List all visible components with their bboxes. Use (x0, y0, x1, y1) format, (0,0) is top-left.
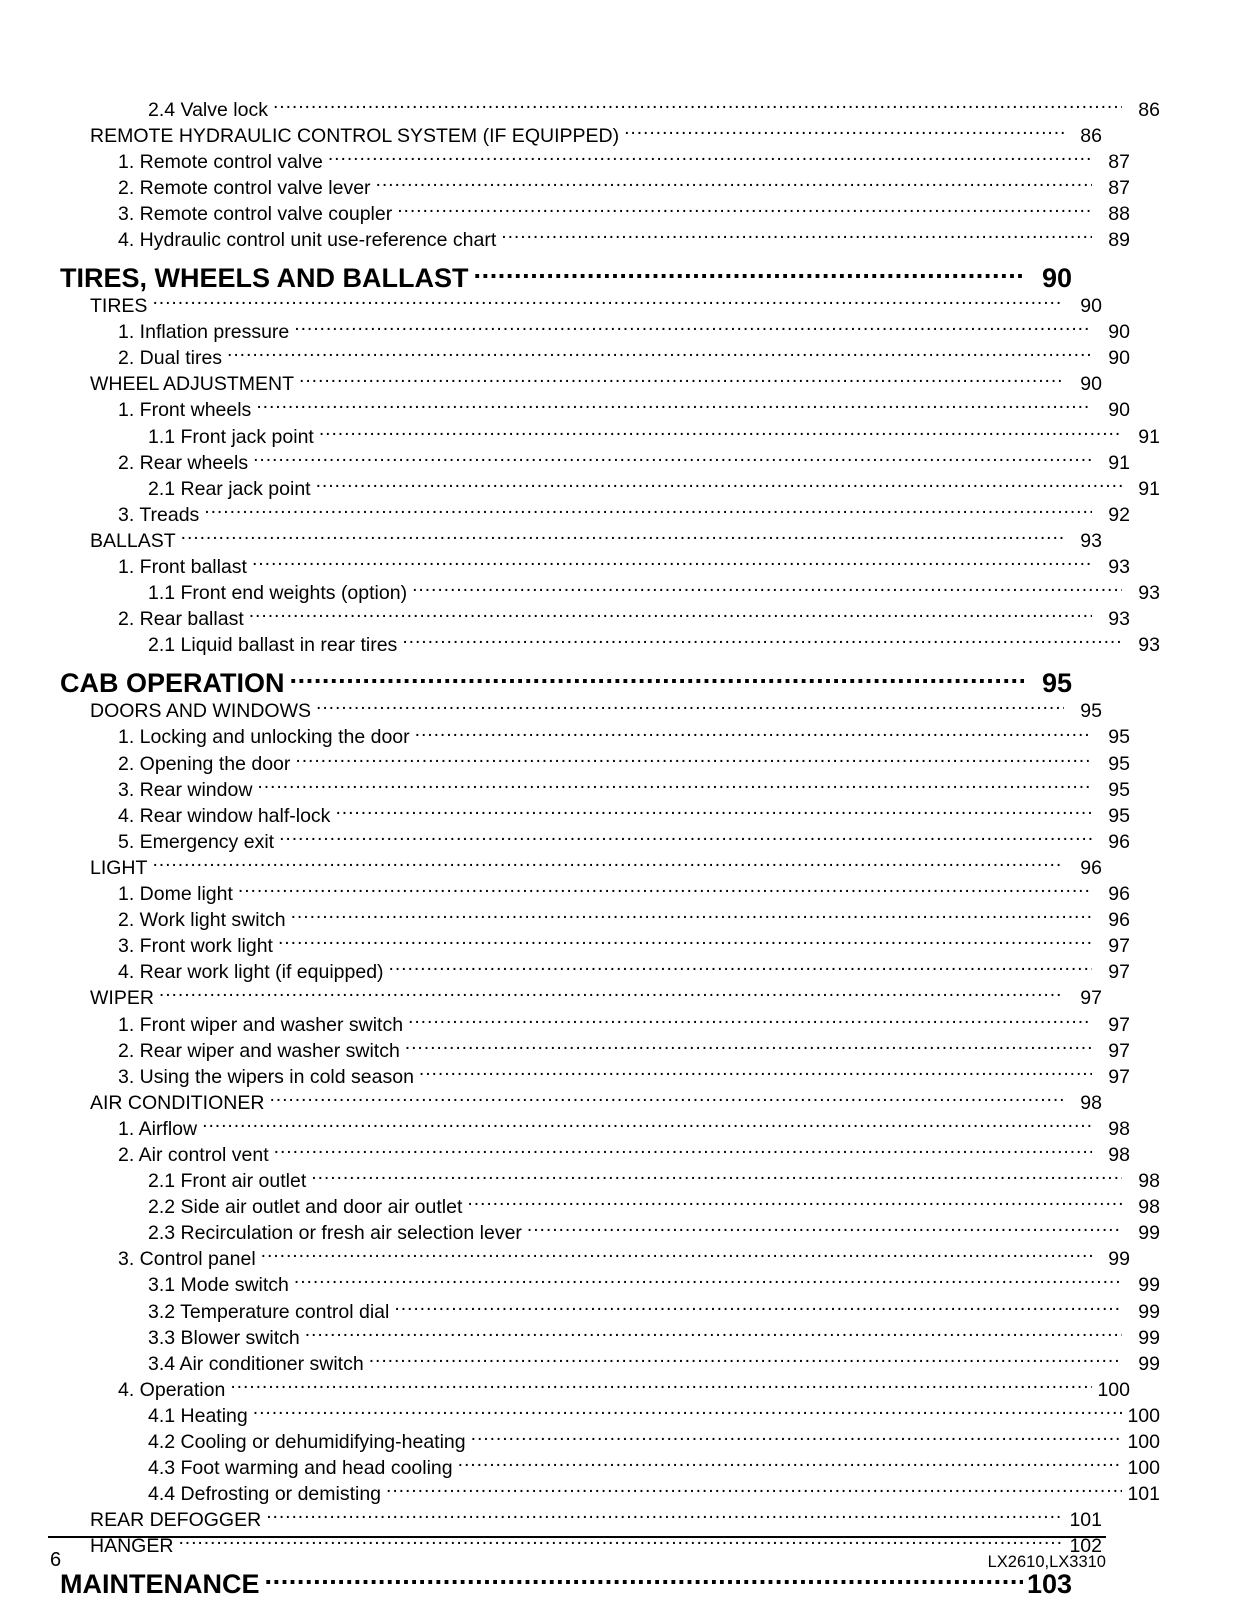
toc-entry-page-number: 101 (1069, 1509, 1102, 1532)
toc-entry-page-number: 97 (1108, 1013, 1130, 1036)
toc-entry[interactable] (118, 501, 1130, 527)
toc-entry[interactable] (90, 985, 1102, 1011)
toc-dot-leader (294, 319, 1092, 339)
toc-entry-page-number: 99 (1138, 1352, 1160, 1375)
toc-entry-page-number: 88 (1108, 202, 1130, 225)
toc-entry-page-number: 91 (1138, 425, 1160, 448)
toc-entry[interactable] (148, 580, 1160, 606)
toc-entry-page-number: 100 (1127, 1457, 1160, 1480)
toc-entry[interactable] (118, 449, 1130, 475)
toc-entry-page-number: 93 (1108, 556, 1130, 578)
toc-dot-leader (253, 1402, 1122, 1422)
toc-dot-leader (181, 527, 1064, 547)
toc-entry-title: 5. Emergency exit (118, 830, 275, 853)
toc-entry-page-number: 90 (1080, 295, 1102, 318)
toc-entry[interactable] (118, 148, 1130, 174)
toc-entry[interactable] (118, 802, 1130, 828)
toc-entry-title: 1. Locking and unlocking the door (118, 726, 410, 749)
toc-entry[interactable] (118, 1115, 1130, 1141)
toc-entry-title: 2.1 Liquid ballast in rear tires (148, 634, 398, 657)
toc-entry-title: MAINTENANCE (60, 1568, 260, 1599)
toc-dot-leader (394, 1298, 1122, 1318)
toc-entry[interactable] (148, 96, 1160, 122)
toc-dot-leader (501, 226, 1092, 246)
toc-entry-page-number: 101 (1127, 1483, 1160, 1506)
toc-entry[interactable] (90, 371, 1102, 397)
toc-entry[interactable] (90, 527, 1102, 553)
toc-dot-leader (527, 1220, 1122, 1240)
toc-entry[interactable] (148, 1455, 1160, 1481)
toc-entry-title: REAR DEFOGGER (90, 1509, 262, 1532)
toc-entry-title: 2.4 Valve lock (148, 98, 268, 121)
toc-entry[interactable] (118, 750, 1130, 776)
toc-entry-title: 1. Airflow (118, 1117, 198, 1140)
toc-entry-page-number: 92 (1108, 503, 1130, 526)
toc-entry-page-number: 98 (1138, 1170, 1160, 1193)
toc-entry-page-number: 100 (1097, 1378, 1130, 1401)
toc-entry-title: 3. Front work light (118, 935, 273, 958)
toc-entry[interactable] (118, 1063, 1130, 1089)
toc-entry-title: REMOTE HYDRAULIC CONTROL SYSTEM (IF EQUIPPED) (90, 124, 620, 147)
toc-dot-leader (311, 1168, 1122, 1188)
toc-entry-page-number: 97 (1108, 1039, 1130, 1062)
toc-entry-page-number: 90 (1108, 399, 1130, 422)
toc-entry[interactable] (148, 1350, 1160, 1376)
toc-dot-leader (624, 122, 1064, 142)
toc-dot-leader (265, 1566, 1023, 1593)
toc-entry[interactable] (90, 698, 1102, 724)
toc-entry[interactable] (118, 200, 1130, 226)
toc-entry[interactable] (118, 345, 1130, 371)
toc-entry-title: 4.1 Heating (148, 1404, 248, 1427)
toc-dot-leader (249, 606, 1092, 626)
toc-entry-page-number: 86 (1138, 98, 1160, 121)
toc-entry-page-number: 91 (1138, 477, 1160, 500)
toc-dot-leader (278, 933, 1092, 953)
toc-entry-title: 1. Inflation pressure (118, 321, 290, 344)
toc-entry-title: 4.4 Defrosting or demisting (148, 1483, 382, 1506)
toc-dot-leader (238, 881, 1092, 901)
toc-dot-leader (316, 475, 1122, 495)
toc-entry[interactable] (118, 1141, 1130, 1167)
toc-entry-title: HANGER (90, 1535, 174, 1558)
toc-entry-title: 2.2 Side air outlet and door air outlet (148, 1196, 463, 1219)
toc-entry-title: 3.2 Temperature control dial (148, 1300, 390, 1323)
toc-entry-title: 1. Front wheels (118, 399, 252, 422)
toc-dot-leader (294, 1272, 1122, 1292)
toc-entry-page-number: 96 (1080, 856, 1102, 879)
toc-entry-title: 1. Front ballast (118, 556, 247, 578)
toc-dot-leader (474, 260, 1025, 287)
toc-entry-page-number: 99 (1138, 1274, 1160, 1297)
toc-entry-title: DOORS AND WINDOWS (90, 700, 312, 723)
toc-entry-page-number: 100 (1127, 1404, 1160, 1427)
toc-entry-title: 4. Rear work light (if equipped) (118, 961, 384, 984)
toc-entry-title: BALLAST (90, 529, 176, 552)
toc-entry-page-number: 97 (1108, 935, 1130, 958)
toc-entry[interactable] (118, 554, 1130, 580)
toc-dot-leader (316, 698, 1064, 718)
toc-entry-title: 2. Rear ballast (118, 608, 244, 631)
toc-dot-leader (159, 985, 1064, 1005)
toc-entry[interactable] (90, 293, 1102, 319)
toc-entry-title: TIRES, WHEELS AND BALLAST (60, 262, 469, 293)
toc-entry-page-number: 90 (1108, 347, 1130, 370)
toc-entry-page-number: 96 (1108, 883, 1130, 906)
toc-entry-title: 1.1 Front jack point (148, 425, 314, 448)
toc-entry-title: 1. Remote control valve (118, 150, 323, 173)
toc-entry-page-number: 95 (1108, 778, 1130, 801)
toc-entry[interactable] (118, 724, 1130, 750)
toc-entry-page-number: 90 (1041, 262, 1072, 293)
toc-entry[interactable] (118, 959, 1130, 985)
toc-entry-page-number: 100 (1127, 1431, 1160, 1453)
toc-entry[interactable] (90, 122, 1102, 148)
toc-entry-page-number: 95 (1108, 726, 1130, 749)
toc-dot-leader (202, 1115, 1092, 1135)
toc-entry[interactable] (148, 1402, 1160, 1428)
toc-entry-title: 3.3 Blower switch (148, 1326, 300, 1349)
toc-entry-page-number: 91 (1108, 451, 1130, 474)
toc-entry[interactable] (148, 1272, 1160, 1298)
toc-dot-leader (152, 854, 1064, 874)
toc-dot-leader (412, 580, 1122, 600)
toc-entry-page-number: 98 (1080, 1091, 1102, 1114)
toc-entry-title: 1. Dome light (118, 883, 233, 906)
toc-entry-page-number: 95 (1108, 752, 1130, 775)
toc-entry[interactable] (148, 475, 1160, 501)
toc-entry-page-number: 86 (1080, 124, 1102, 147)
toc-dot-leader (386, 1481, 1122, 1501)
toc-entry[interactable] (118, 319, 1130, 345)
toc-dot-leader (467, 1194, 1122, 1214)
toc-entry[interactable] (90, 1089, 1102, 1115)
toc-dot-leader (273, 96, 1122, 116)
toc-entry-title: 4.3 Foot warming and head cooling (148, 1457, 453, 1480)
toc-entry-title: 4.2 Cooling or dehumidifying-heating (148, 1431, 466, 1453)
toc-entry[interactable] (148, 1298, 1160, 1324)
toc-entry[interactable] (118, 1246, 1130, 1272)
toc-entry[interactable] (148, 1220, 1160, 1246)
toc-entry-page-number: 103 (1026, 1568, 1072, 1599)
toc-entry-title: 3. Using the wipers in cold season (118, 1065, 414, 1088)
toc-entry[interactable] (148, 1324, 1160, 1350)
toc-dot-leader (291, 907, 1092, 927)
toc-entry-page-number: 89 (1108, 228, 1130, 251)
toc-dot-leader (471, 1429, 1122, 1449)
toc-dot-leader (319, 423, 1122, 443)
toc-dot-leader (261, 1246, 1092, 1266)
toc-entry[interactable] (118, 226, 1130, 252)
toc-entry[interactable] (118, 1376, 1130, 1402)
toc-dot-leader (152, 293, 1064, 313)
toc-entry-page-number: 95 (1080, 700, 1102, 723)
toc-entry[interactable] (118, 606, 1130, 632)
toc-entry-page-number: 99 (1108, 1248, 1130, 1271)
toc-dot-leader (299, 371, 1064, 391)
toc-entry[interactable] (118, 828, 1130, 854)
toc-entry[interactable] (118, 881, 1130, 907)
toc-dot-leader (397, 200, 1092, 220)
toc-entry-title: CAB OPERATION (60, 667, 285, 698)
toc-major-entry[interactable] (60, 260, 1072, 293)
toc-dot-leader (257, 776, 1092, 796)
toc-entry-title: 3. Treads (118, 503, 200, 526)
toc-entry-page-number: 97 (1080, 987, 1102, 1010)
toc-dot-leader (295, 750, 1092, 770)
toc-entry-title: 2. Rear wheels (118, 451, 249, 474)
toc-entry-title: 2.3 Recirculation or fresh air selection lever (148, 1222, 522, 1245)
toc-dot-leader (389, 959, 1092, 979)
toc-dot-leader (279, 828, 1092, 848)
toc-dot-leader (402, 632, 1122, 652)
toc-entry-page-number: 95 (1041, 667, 1072, 698)
toc-entry-page-number: 96 (1108, 909, 1130, 932)
toc-dot-leader (253, 449, 1092, 469)
toc-entry-page-number: 98 (1108, 1117, 1130, 1140)
toc-entry[interactable] (118, 1011, 1130, 1037)
toc-dot-leader (290, 665, 1024, 692)
toc-entry-page-number: 93 (1138, 582, 1160, 605)
toc-entry-title: 3. Remote control valve coupler (118, 202, 393, 225)
toc-entry-title: 3.1 Mode switch (148, 1274, 289, 1297)
toc-entry-page-number: 96 (1108, 830, 1130, 853)
toc-entry-page-number: 98 (1138, 1196, 1160, 1219)
toc-entry-page-number: 87 (1108, 176, 1130, 199)
toc-dot-leader (305, 1324, 1122, 1344)
toc-entry-page-number: 95 (1108, 804, 1130, 827)
toc-entry[interactable] (90, 1507, 1102, 1533)
toc-entry-title: WIPER (90, 987, 154, 1010)
toc-entry[interactable] (148, 1481, 1160, 1507)
toc-entry-title: 3. Control panel (118, 1248, 256, 1271)
toc-entry-title: 1.1 Front end weights (option) (148, 582, 408, 605)
toc-major-entry[interactable] (60, 665, 1072, 698)
toc-entry[interactable] (118, 776, 1130, 802)
toc-entry-title: TIRES (90, 295, 148, 318)
toc-dot-leader (405, 1037, 1092, 1057)
toc-entry[interactable] (148, 1429, 1160, 1455)
toc-entry-title: 4. Operation (118, 1378, 226, 1401)
toc-entry[interactable] (118, 1037, 1130, 1063)
toc-dot-leader (252, 554, 1092, 574)
toc-dot-leader (256, 397, 1092, 417)
toc-entry-page-number: 99 (1138, 1222, 1160, 1245)
table-of-contents (60, 96, 1160, 1599)
toc-entry-title: 2. Opening the door (118, 752, 291, 775)
footer-divider (48, 1536, 1106, 1538)
toc-dot-leader (335, 802, 1092, 822)
toc-dot-leader (369, 1350, 1122, 1370)
toc-entry[interactable] (148, 423, 1160, 449)
toc-entry-title: 4. Rear window half-lock (118, 804, 331, 827)
footer-model-label: LX2610,LX3310 (987, 1553, 1106, 1571)
toc-dot-leader (227, 345, 1092, 365)
toc-entry-title: 2. Air control vent (118, 1143, 269, 1166)
toc-entry[interactable] (118, 933, 1130, 959)
toc-entry[interactable] (118, 397, 1130, 423)
toc-entry-title: 1. Front wiper and washer switch (118, 1013, 404, 1036)
toc-entry-page-number: 97 (1108, 1065, 1130, 1088)
toc-dot-leader (458, 1455, 1122, 1475)
toc-entry-page-number: 93 (1138, 634, 1160, 657)
toc-dot-leader (204, 501, 1092, 521)
toc-entry-title: AIR CONDITIONER (90, 1091, 265, 1114)
toc-entry-page-number: 90 (1108, 321, 1130, 344)
toc-entry[interactable] (90, 854, 1102, 880)
toc-entry-title: LIGHT (90, 856, 148, 879)
toc-entry-page-number: 98 (1108, 1143, 1130, 1166)
toc-entry[interactable] (148, 1194, 1160, 1220)
toc-dot-leader (269, 1089, 1064, 1109)
toc-dot-leader (376, 174, 1092, 194)
toc-entry-page-number: 87 (1108, 150, 1130, 173)
toc-entry-title: 2. Remote control valve lever (118, 176, 371, 199)
toc-entry-title: 3. Rear window (118, 778, 253, 801)
toc-dot-leader (419, 1063, 1092, 1083)
toc-entry[interactable] (148, 1168, 1160, 1194)
toc-dot-leader (328, 148, 1092, 168)
toc-entry-page-number: 93 (1108, 608, 1130, 631)
toc-major-entry[interactable] (60, 1566, 1072, 1599)
toc-entry-title: 2. Dual tires (118, 347, 223, 370)
toc-entry-page-number: 93 (1080, 529, 1102, 552)
toc-dot-leader (230, 1376, 1092, 1396)
toc-entry-title: 4. Hydraulic control unit use-reference chart (118, 228, 497, 251)
toc-entry-page-number: 99 (1138, 1326, 1160, 1349)
toc-entry-page-number: 90 (1080, 373, 1102, 396)
toc-entry-title: 2. Work light switch (118, 909, 286, 932)
toc-entry-title: 2.1 Front air outlet (148, 1170, 307, 1193)
toc-entry[interactable] (148, 632, 1160, 658)
toc-entry[interactable] (118, 174, 1130, 200)
toc-dot-leader (266, 1507, 1064, 1527)
footer-page-number: 6 (50, 1549, 62, 1571)
toc-entry[interactable] (118, 907, 1130, 933)
toc-dot-leader (408, 1011, 1092, 1031)
toc-entry-page-number: 97 (1108, 961, 1130, 984)
toc-entry-title: 2. Rear wiper and washer switch (118, 1039, 400, 1062)
toc-entry-title: 3.4 Air conditioner switch (148, 1352, 364, 1375)
toc-dot-leader (274, 1141, 1092, 1161)
toc-entry-page-number: 102 (1069, 1535, 1102, 1558)
toc-entry-title: WHEEL ADJUSTMENT (90, 373, 295, 396)
toc-entry-title: 2.1 Rear jack point (148, 477, 311, 500)
toc-dot-leader (415, 724, 1092, 744)
toc-entry-page-number: 99 (1138, 1300, 1160, 1323)
